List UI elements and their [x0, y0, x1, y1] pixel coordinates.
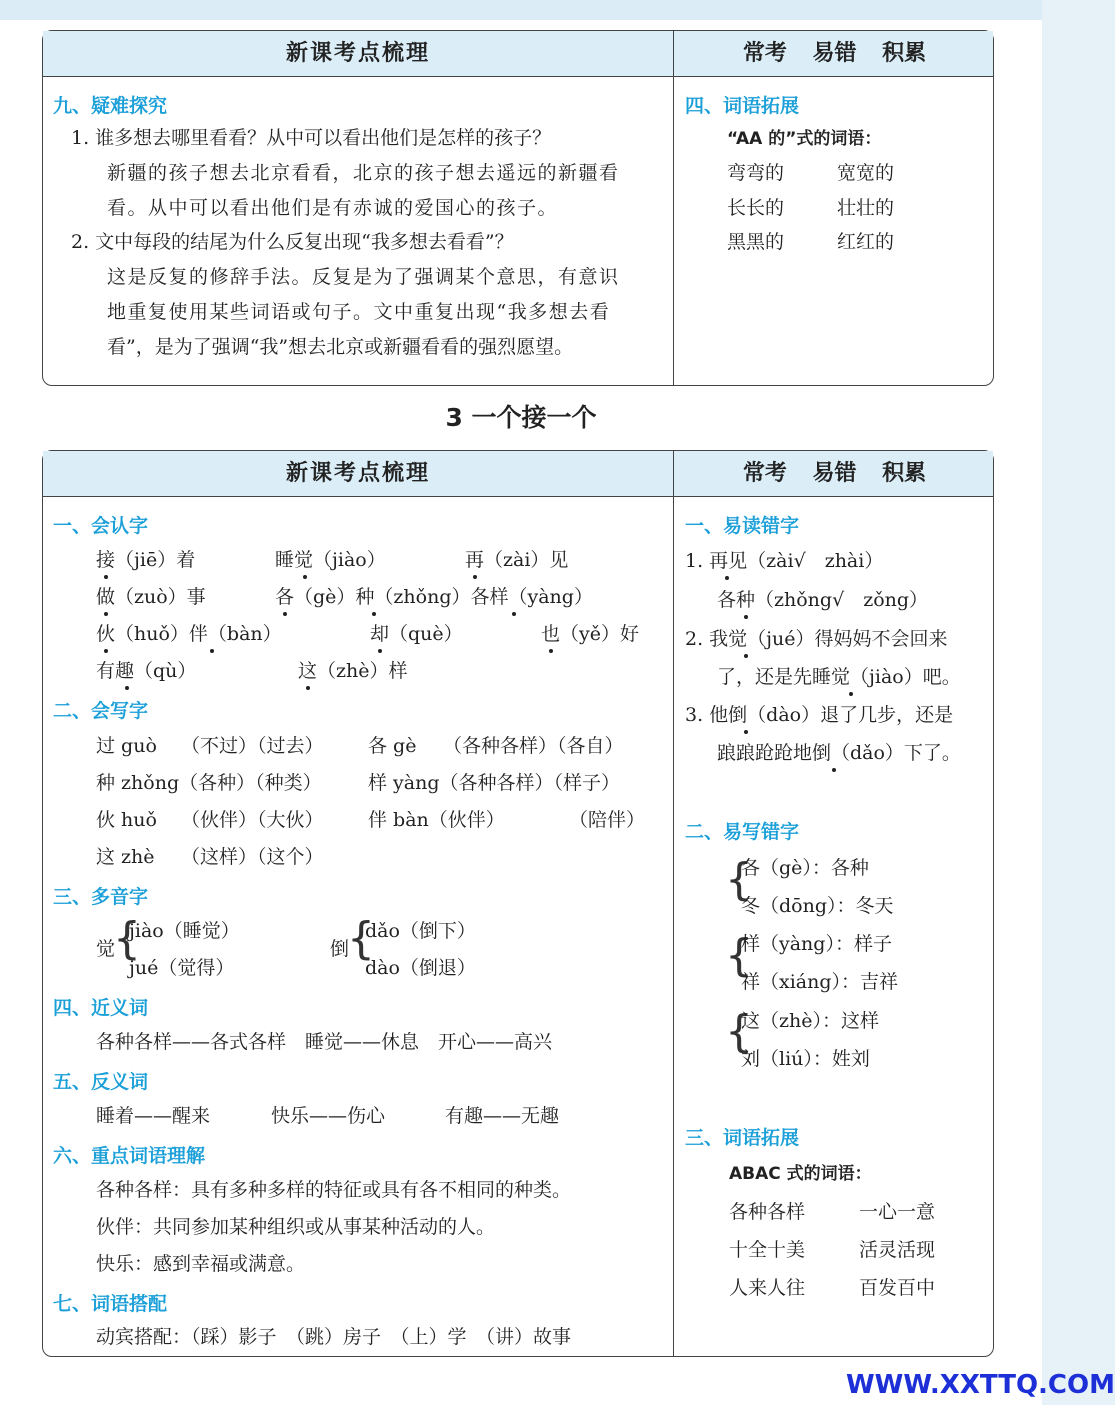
- synonyms-text: 各种各样——各式各样 睡觉——休息 开心——高兴: [96, 1031, 553, 1053]
- abac-word: 十全十美: [729, 1239, 806, 1261]
- antonym-item: 睡着——醒来: [96, 1105, 211, 1127]
- brace-icon: {: [725, 1006, 753, 1057]
- abac-word: 活灵活现: [859, 1239, 936, 1261]
- watermark: WWW.XXTTQ.COM: [846, 1370, 1115, 1400]
- section-misread: 一、易读错字: [685, 515, 800, 537]
- answer-2-line-3: 看”，是为了强调“我”想去北京或新疆看看的强烈愿望。: [107, 336, 574, 358]
- section-polyphone: 三、多音字: [53, 886, 149, 908]
- section-title: 九、疑难探究: [53, 95, 168, 117]
- word-item: 黑黑的: [727, 231, 785, 253]
- miswrite-item: 各（gè）：各种: [741, 857, 869, 879]
- recognize-char: 睡觉（jiào）: [275, 549, 386, 571]
- write-words: （各种各样）（各自）: [443, 735, 624, 757]
- recognize-char: 却（què）: [370, 623, 463, 645]
- abac-word: 百发百中: [859, 1277, 936, 1299]
- misread-line: 2. 我觉（jué）得妈妈不会回来: [685, 628, 948, 650]
- write-char: 过 guò: [96, 735, 157, 757]
- emphasis-dot: [210, 649, 214, 653]
- question-1: 1. 谁多想去哪里看看？从中可以看出他们是怎样的孩子？: [71, 127, 552, 149]
- recognize-char: 做（zuò）事: [96, 586, 206, 608]
- polyphone-reading: dào（倒退）: [365, 957, 476, 979]
- section-recognize: 一、会认字: [53, 515, 149, 537]
- section-antonyms: 五、反义词: [53, 1071, 149, 1093]
- misread-line: 了，还是先睡觉（jiào）吧。: [717, 666, 961, 688]
- polyphone-reading: jiào（睡觉）: [129, 920, 240, 942]
- answer-2-line-1: 这是反复的修辞手法。反复是为了强调某个意思，有意识: [107, 266, 620, 288]
- emphasis-dot: [104, 575, 108, 579]
- top-band: [0, 0, 1042, 20]
- emphasis-dot: [549, 649, 553, 653]
- answer-1-line-1: 新疆的孩子想去北京看看，北京的孩子想去遥远的新疆看: [107, 162, 620, 184]
- question-2: 2. 文中每段的结尾为什么反复出现“我多想去看看”？: [71, 231, 514, 253]
- polyphone-char: 觉: [96, 938, 116, 960]
- collocation-text: 动宾搭配：（踩）影子 （跳）房子 （上）学 （讲）故事: [96, 1326, 572, 1348]
- emphasis-dot: [832, 768, 836, 772]
- abac-word: 各种各样: [729, 1201, 806, 1223]
- emphasis-dot: [744, 654, 748, 658]
- section-word-expansion: 三、词语拓展: [685, 1127, 800, 1149]
- miswrite-item: 冬（dōng）：冬天: [741, 895, 894, 917]
- misread-line: 各种（zhǒng√ zǒng）: [717, 589, 929, 611]
- box-review-1: [42, 30, 994, 386]
- emphasis-dot: [725, 576, 729, 580]
- answer-1-line-2: 看。从中可以看出他们是有赤诚的爱国心的孩子。: [107, 197, 559, 219]
- word-item: 弯弯的: [727, 162, 785, 184]
- word-item: 长长的: [727, 197, 785, 219]
- emphasis-dot: [378, 649, 382, 653]
- write-char: 伴 bàn（伙伴）: [368, 809, 505, 831]
- word-item: 壮壮的: [837, 197, 895, 219]
- emphasis-dot: [744, 730, 748, 734]
- emphasis-dot: [372, 612, 376, 616]
- word-item: 红红的: [837, 231, 895, 253]
- abac-word: 一心一意: [859, 1201, 936, 1223]
- section-write: 二、会写字: [53, 700, 149, 722]
- emphasis-dot: [104, 649, 108, 653]
- write-char: 伙 huǒ: [96, 809, 157, 831]
- recognize-char: 各（gè）种（zhǒng）各样（yàng）: [275, 586, 593, 608]
- write-words: （陪伴）: [569, 809, 646, 831]
- recognize-char: 这（zhè）样: [298, 660, 408, 682]
- key-word-line: 各种各样：具有多种多样的特征或具有各不相同的种类。: [96, 1179, 572, 1201]
- abac-subtitle: ABAC 式的词语：: [729, 1164, 872, 1184]
- right-section-title: 四、词语拓展: [685, 95, 800, 117]
- write-words: （不过）（过去）: [181, 735, 324, 757]
- section-collocation: 七、词语搭配: [53, 1293, 168, 1315]
- write-char: 样 yàng（各种各样）（样子）: [368, 772, 621, 794]
- write-words: （这样）（这个）: [181, 846, 324, 868]
- right-subtitle: “AA 的”式的词语：: [727, 129, 882, 149]
- emphasis-dot: [849, 692, 853, 696]
- emphasis-dot: [473, 575, 477, 579]
- box1-header-left: 新课考点梳理: [285, 41, 430, 66]
- key-word-line: 伙伴：共同参加某种组织或从事某种活动的人。: [96, 1216, 496, 1238]
- emphasis-dot: [744, 615, 748, 619]
- box1-header-right: 常考 易错 积累: [673, 31, 995, 77]
- recognize-char: 也（yě）好: [541, 623, 639, 645]
- write-char: 种 zhǒng（各种）（种类）: [96, 772, 322, 794]
- write-char: 这 zhè: [96, 846, 155, 868]
- word-item: 宽宽的: [837, 162, 895, 184]
- brace-icon: {: [347, 913, 375, 964]
- miswrite-item: 祥（xiáng）：吉祥: [741, 971, 899, 993]
- recognize-char: 伙（huǒ）伴（bàn）: [96, 623, 282, 645]
- emphasis-dot: [303, 575, 307, 579]
- polyphone-reading: dǎo（倒下）: [365, 920, 476, 942]
- emphasis-dot: [512, 612, 516, 616]
- write-char: 各 gè: [368, 735, 417, 757]
- miswrite-item: 这（zhè）：这样: [741, 1010, 879, 1032]
- emphasis-dot: [104, 612, 108, 616]
- misread-line: 1. 再见（zài√ zhài）: [685, 550, 884, 572]
- antonym-item: 有趣——无趣: [445, 1105, 560, 1127]
- recognize-char: 有趣（qù）: [96, 660, 197, 682]
- brace-icon: {: [725, 854, 753, 905]
- box1-header: [43, 31, 993, 77]
- misread-line: 3. 他倒（dào）退了几步，还是: [685, 704, 954, 726]
- box2-header-right: 常考 易错 积累: [673, 451, 995, 497]
- box2-header-left: 新课考点梳理: [285, 461, 430, 486]
- emphasis-dot: [125, 686, 129, 690]
- write-words: （伙伴）（大伙）: [181, 809, 324, 831]
- brace-icon: {: [725, 930, 753, 981]
- miswrite-item: 样（yàng）：样子: [741, 933, 892, 955]
- antonym-item: 快乐——伤心: [271, 1105, 386, 1127]
- recognize-char: 再（zài）见: [465, 549, 569, 571]
- section-miswrite: 二、易写错字: [685, 821, 800, 843]
- recognize-char: 接（jiē）着: [96, 549, 196, 571]
- box2-divider: [673, 497, 674, 1356]
- answer-2-line-2: 地重复使用某些词语或句子。文中重复出现“我多想去看: [107, 301, 611, 323]
- lesson-title: 3 一个接一个: [445, 403, 597, 432]
- misread-line: 踉踉跄跄地倒（dǎo）下了。: [717, 742, 961, 764]
- polyphone-reading: jué（觉得）: [129, 957, 235, 979]
- abac-word: 人来人往: [729, 1277, 806, 1299]
- polyphone-char: 倒: [330, 938, 350, 960]
- section-synonyms: 四、近义词: [53, 997, 149, 1019]
- miswrite-item: 刘（liú）：姓刘: [741, 1048, 870, 1070]
- key-word-line: 快乐：感到幸福或满意。: [96, 1253, 306, 1275]
- emphasis-dot: [283, 612, 287, 616]
- emphasis-dot: [306, 686, 310, 690]
- brace-icon: {: [113, 913, 141, 964]
- section-key-words: 六、重点词语理解: [53, 1145, 206, 1167]
- box1-divider: [673, 77, 674, 385]
- box2-header: [43, 451, 993, 497]
- box-review-2: [42, 450, 994, 1357]
